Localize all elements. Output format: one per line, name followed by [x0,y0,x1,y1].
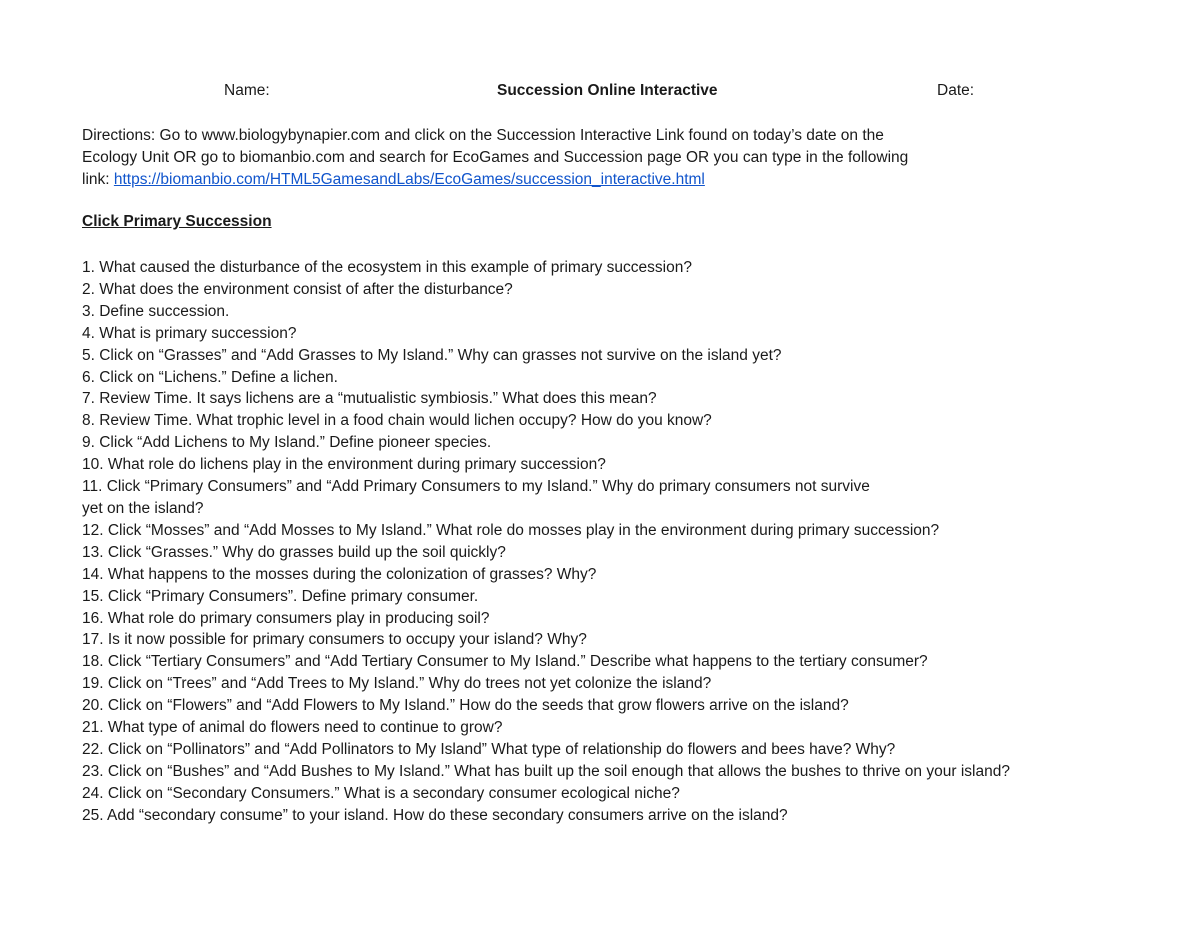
question-item: 19. Click on “Trees” and “Add Trees to My Island.” Why do trees not yet colonize the island? [82,675,712,693]
directions-line-3 [82,169,1082,191]
question-item: 21. What type of animal do flowers need to continue to grow? [82,719,503,737]
date-label: Date: [937,82,975,99]
question-item: 13. Click “Grasses.” Why do grasses build up the soil quickly? [82,543,506,561]
succession-interactive-link[interactable]: https://biomanbio.com/HTML5GamesandLabs/EcoGames/succession_interactive.html [113,171,705,188]
question-item: 23. Click on “Bushes” and “Add Bushes to My Island.” What has built up the soil enough that allows the bushes to thrive on your island? [82,762,1010,780]
question-item-continuation: yet on the island? [82,499,204,517]
question-item: 24. Click on “Secondary Consumers.” What is a secondary consumer ecological niche? [82,784,680,802]
question-item: 1. What caused the disturbance of the ecosystem in this example of primary succession? [82,259,692,276]
page-title: Succession Online Interactive [497,82,718,99]
question-list [82,257,1142,827]
question-item: 2. What does the environment consist of after the disturbance? [82,280,513,298]
question-item: 12. Click “Mosses” and “Add Mosses to My Island.” What role do mosses play in the environment during primary succession? [82,521,940,539]
question-item: 8. Review Time. What trophic level in a food chain would lichen occupy? How do you know? [82,412,712,430]
question-item: 4. What is primary succession? [82,324,297,342]
question-item: 18. Click “Tertiary Consumers” and “Add Tertiary Consumer to My Island.” Describe what happens to the tertiary consumer? [82,653,928,671]
question-item: 7. Review Time. It says lichens are a “mutualistic symbiosis.” What does this mean? [82,390,657,408]
question-item: 5. Click on “Grasses” and “Add Grasses to My Island.” Why can grasses not survive on the island yet? [82,346,782,364]
question-item: 22. Click on “Pollinators” and “Add Pollinators to My Island” What type of relationship do flowers and bees have? Why? [82,740,896,758]
question-item: 20. Click on “Flowers” and “Add Flowers to My Island.” How do the seeds that grow flowers arrive on the island? [82,697,849,715]
name-label: Name: [224,82,270,99]
directions-line-1: Directions: Go to www.biologybynapier.com and click on the Succession Interactive Link found on today’s date on the [82,127,884,144]
question-item: 17. Is it now possible for primary consumers to occupy your island? Why? [82,631,587,649]
question-item: 6. Click on “Lichens.” Define a lichen. [82,368,338,386]
question-item: 9. Click “Add Lichens to My Island.” Define pioneer species. [82,434,492,452]
question-item: 3. Define succession. [82,302,230,320]
question-item: 11. Click “Primary Consumers” and “Add Primary Consumers to my Island.” Why do primary consumers not survive [82,478,870,496]
directions-paragraph [82,125,1082,191]
question-item: 15. Click “Primary Consumers”. Define primary consumer. [82,587,479,605]
question-item: 14. What happens to the mosses during the colonization of grasses? Why? [82,565,597,583]
section-heading: Click Primary Succession [82,213,272,230]
question-item: 10. What role do lichens play in the environment during primary succession? [82,456,606,474]
directions-line-2: Ecology Unit OR go to biomanbio.com and search for EcoGames and Succession page OR you can type in the following [82,149,909,166]
question-item: 25. Add “secondary consume” to your island. How do these secondary consumers arrive on the island? [82,806,788,824]
directions-link-prefix: link: [82,171,114,188]
header-row [0,82,1200,102]
question-item: 16. What role do primary consumers play in producing soil? [82,609,490,627]
